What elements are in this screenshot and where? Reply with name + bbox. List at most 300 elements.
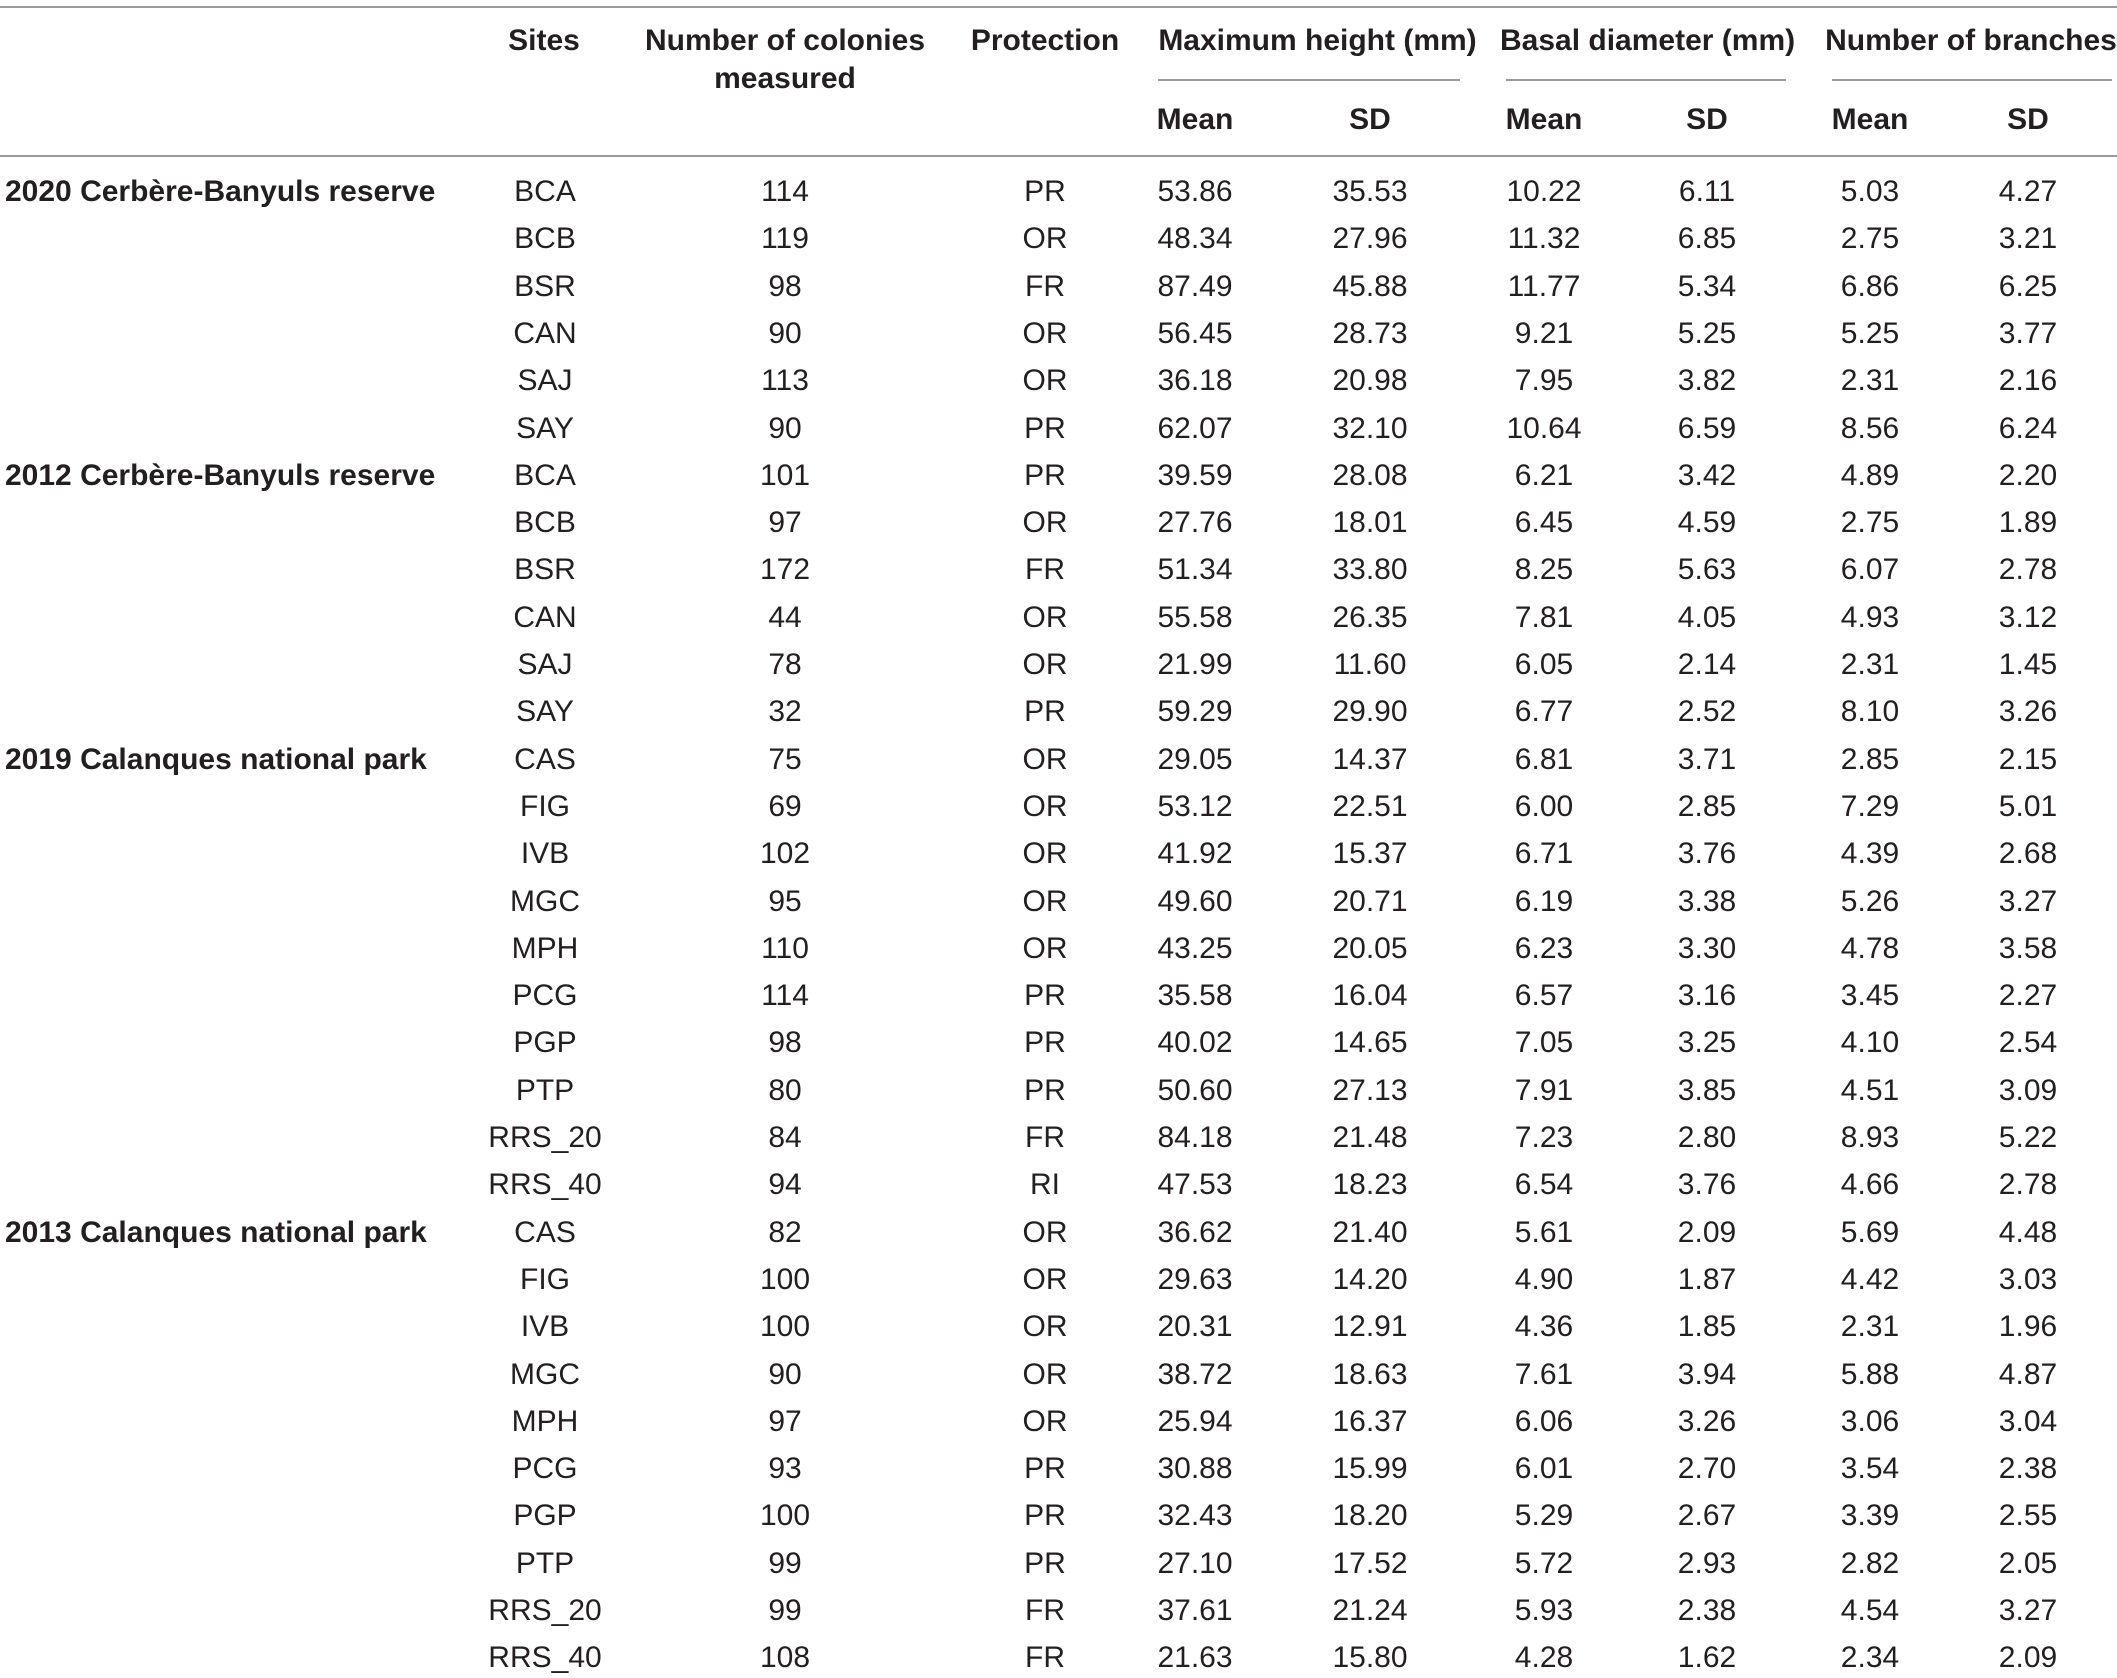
cell-site: SAY (516, 411, 574, 445)
cell-site: BCB (514, 222, 576, 256)
cell-branches-sd: 3.09 (1998, 1073, 2058, 1107)
header-basal-mean: Mean (1505, 103, 1583, 136)
cell-height-sd: 18.01 (1332, 506, 1408, 540)
cell-branches-sd: 6.25 (1998, 269, 2058, 303)
cell-height-mean: 53.12 (1157, 789, 1233, 823)
cell-height-sd: 21.24 (1332, 1594, 1408, 1627)
cell-colonies: 44 (768, 600, 802, 634)
cell-branches-sd: 3.26 (1998, 695, 2058, 729)
cell-basal-sd: 1.62 (1677, 1641, 1737, 1675)
cell-height-mean: 51.34 (1157, 553, 1233, 587)
cell-basal-sd: 3.94 (1677, 1357, 1737, 1391)
cell-basal-mean: 7.05 (1514, 1026, 1574, 1060)
cell-protection: OR (1022, 1262, 1068, 1296)
header-bottom-rule (0, 155, 2117, 157)
cell-height-mean: 84.18 (1157, 1121, 1233, 1154)
cell-colonies: 80 (768, 1073, 802, 1107)
cell-site: RRS_40 (488, 1168, 602, 1202)
cell-height-mean: 53.86 (1157, 175, 1233, 208)
cell-colonies: 110 (761, 931, 809, 965)
cell-branches-mean: 4.66 (1840, 1168, 1900, 1202)
cell-protection: FR (1025, 1594, 1065, 1627)
cell-basal-sd: 3.38 (1677, 884, 1737, 918)
branches-underline (1832, 79, 2112, 81)
cell-site: CAN (513, 600, 577, 634)
cell-branches-sd: 1.89 (1998, 506, 2058, 540)
cell-branches-sd: 2.54 (1998, 1026, 2058, 1060)
cell-branches-mean: 7.29 (1840, 789, 1900, 823)
cell-colonies: 93 (768, 1452, 802, 1486)
cell-basal-mean: 10.64 (1506, 411, 1582, 445)
cell-basal-sd: 6.85 (1677, 222, 1737, 256)
cell-height-mean: 43.25 (1157, 931, 1233, 965)
cell-basal-sd: 3.71 (1677, 742, 1737, 776)
cell-basal-sd: 2.85 (1677, 789, 1737, 823)
cell-branches-mean: 5.25 (1840, 316, 1900, 350)
cell-colonies: 113 (761, 364, 809, 398)
cell-basal-sd: 6.59 (1677, 411, 1737, 445)
cell-height-mean: 37.61 (1157, 1594, 1233, 1627)
cell-height-sd: 11.60 (1333, 648, 1407, 681)
cell-colonies: 114 (761, 979, 809, 1013)
cell-basal-mean: 9.21 (1514, 316, 1574, 350)
max-height-underline (1158, 79, 1460, 81)
cell-branches-sd: 5.01 (1998, 789, 2058, 823)
cell-branches-mean: 5.69 (1840, 1215, 1900, 1249)
cell-site: MPH (511, 931, 579, 965)
cell-basal-sd: 2.14 (1677, 648, 1737, 681)
cell-branches-mean: 2.82 (1840, 1546, 1900, 1580)
cell-branches-sd: 1.45 (1998, 648, 2058, 681)
cell-height-mean: 56.45 (1157, 316, 1233, 350)
cell-site: FIG (520, 789, 570, 823)
cell-basal-sd: 5.25 (1677, 316, 1737, 350)
cell-height-mean: 27.76 (1157, 506, 1233, 540)
cell-height-mean: 87.49 (1157, 269, 1233, 303)
cell-height-sd: 16.04 (1332, 979, 1408, 1013)
cell-height-mean: 39.59 (1157, 458, 1233, 492)
cell-branches-mean: 2.85 (1840, 742, 1900, 776)
cell-branches-mean: 4.78 (1840, 931, 1900, 965)
cell-basal-sd: 2.80 (1677, 1121, 1737, 1154)
cell-colonies: 98 (768, 1026, 802, 1060)
cell-height-sd: 26.35 (1332, 600, 1408, 634)
cell-basal-mean: 5.61 (1514, 1215, 1574, 1249)
cell-height-mean: 40.02 (1157, 1026, 1233, 1060)
cell-basal-sd: 3.76 (1677, 837, 1737, 871)
cell-protection: PR (1024, 1073, 1066, 1107)
cell-basal-mean: 7.81 (1514, 600, 1574, 634)
cell-branches-mean: 6.07 (1840, 553, 1900, 587)
cell-branches-mean: 4.54 (1840, 1594, 1900, 1627)
cell-height-sd: 21.40 (1332, 1215, 1408, 1249)
cell-basal-mean: 4.90 (1514, 1262, 1574, 1296)
cell-colonies: 69 (768, 789, 802, 823)
cell-height-sd: 22.51 (1332, 789, 1408, 823)
cell-basal-sd: 3.82 (1677, 364, 1737, 398)
cell-basal-mean: 5.93 (1514, 1594, 1574, 1627)
cell-branches-sd: 1.96 (1998, 1310, 2058, 1344)
cell-height-mean: 41.92 (1157, 837, 1233, 871)
cell-protection: OR (1022, 600, 1068, 634)
cell-colonies: 101 (759, 458, 811, 492)
cell-protection: FR (1025, 1121, 1065, 1154)
cell-branches-sd: 2.16 (1998, 364, 2058, 398)
cell-height-mean: 55.58 (1157, 600, 1233, 634)
cell-site: PCG (512, 1452, 578, 1486)
cell-basal-sd: 1.87 (1677, 1262, 1737, 1296)
cell-height-sd: 33.80 (1332, 553, 1408, 587)
cell-height-sd: 18.23 (1332, 1168, 1408, 1202)
cell-protection: OR (1022, 1215, 1068, 1249)
cell-branches-sd: 2.09 (1998, 1641, 2058, 1675)
cell-site: PTP (515, 1546, 575, 1580)
cell-height-mean: 47.53 (1157, 1168, 1233, 1202)
cell-site: BCA (514, 458, 576, 492)
cell-colonies: 90 (768, 411, 802, 445)
cell-branches-sd: 2.20 (1998, 458, 2058, 492)
cell-basal-mean: 6.00 (1514, 789, 1574, 823)
cell-colonies: 82 (768, 1215, 802, 1249)
cell-protection: OR (1022, 789, 1068, 823)
header-colonies: Number of colonies measured (644, 24, 926, 95)
cell-colonies: 97 (768, 1404, 802, 1438)
cell-height-mean: 48.34 (1157, 222, 1233, 256)
cell-protection: PR (1024, 411, 1066, 445)
cell-colonies: 99 (768, 1546, 802, 1580)
cell-height-mean: 50.60 (1157, 1073, 1233, 1107)
cell-branches-mean: 2.31 (1840, 648, 1900, 681)
group-label: 2012 Cerbère-Banyuls reserve (5, 458, 436, 492)
cell-basal-sd: 2.70 (1677, 1452, 1737, 1486)
cell-branches-mean: 8.56 (1840, 411, 1900, 445)
cell-site: MGC (510, 884, 580, 918)
header-branches: Number of branches (1825, 24, 2117, 57)
cell-height-mean: 21.99 (1157, 648, 1233, 681)
cell-height-mean: 36.18 (1157, 364, 1233, 398)
cell-colonies: 102 (759, 837, 811, 871)
cell-branches-mean: 2.34 (1840, 1641, 1900, 1675)
group-label: 2019 Calanques national park (5, 742, 427, 776)
cell-site: SAY (516, 695, 574, 729)
cell-protection: OR (1022, 364, 1068, 398)
cell-protection: FR (1025, 269, 1065, 303)
cell-height-mean: 35.58 (1157, 979, 1233, 1013)
cell-basal-mean: 6.77 (1514, 695, 1574, 729)
cell-site: PGP (513, 1499, 577, 1533)
cell-basal-mean: 4.28 (1514, 1641, 1574, 1675)
cell-site: SAJ (517, 648, 573, 681)
cell-basal-mean: 10.22 (1506, 175, 1582, 208)
cell-branches-mean: 4.39 (1840, 837, 1900, 871)
cell-basal-sd: 3.76 (1677, 1168, 1737, 1202)
cell-height-sd: 28.73 (1332, 316, 1408, 350)
cell-protection: OR (1022, 884, 1068, 918)
cell-branches-mean: 3.45 (1840, 979, 1900, 1013)
cell-basal-mean: 6.06 (1514, 1404, 1574, 1438)
header-basal-diameter: Basal diameter (mm) (1500, 24, 1796, 57)
cell-site: IVB (520, 1310, 570, 1344)
cell-basal-mean: 7.95 (1514, 364, 1574, 398)
cell-site: FIG (520, 1262, 570, 1296)
table-top-rule (0, 6, 2117, 8)
cell-site: BCB (514, 506, 576, 540)
cell-height-mean: 20.31 (1157, 1310, 1233, 1344)
cell-colonies: 100 (759, 1262, 811, 1296)
cell-branches-sd: 2.05 (1998, 1546, 2058, 1580)
cell-basal-mean: 6.05 (1514, 648, 1574, 681)
cell-protection: OR (1022, 316, 1068, 350)
cell-colonies: 100 (759, 1499, 811, 1533)
cell-colonies: 99 (768, 1594, 802, 1627)
cell-protection: OR (1022, 742, 1068, 776)
cell-height-sd: 29.90 (1332, 695, 1408, 729)
cell-branches-mean: 4.10 (1840, 1026, 1900, 1060)
cell-branches-mean: 4.89 (1840, 458, 1900, 492)
cell-protection: PR (1024, 175, 1066, 208)
header-protection: Protection (970, 24, 1120, 57)
cell-branches-mean: 4.93 (1840, 600, 1900, 634)
cell-height-sd: 35.53 (1332, 175, 1408, 208)
cell-protection: PR (1024, 979, 1066, 1013)
cell-site: BSR (514, 269, 576, 303)
cell-height-mean: 29.05 (1157, 742, 1233, 776)
cell-height-sd: 12.91 (1332, 1310, 1408, 1344)
cell-branches-sd: 3.04 (1998, 1404, 2058, 1438)
cell-colonies: 90 (768, 1357, 802, 1391)
cell-protection: PR (1024, 695, 1066, 729)
cell-basal-mean: 11.32 (1507, 222, 1581, 256)
cell-basal-sd: 3.42 (1677, 458, 1737, 492)
header-max-height-mean: Mean (1156, 103, 1234, 136)
cell-branches-sd: 4.48 (1998, 1215, 2058, 1249)
cell-branches-mean: 5.88 (1840, 1357, 1900, 1391)
cell-colonies: 78 (768, 648, 802, 681)
cell-basal-sd: 2.38 (1677, 1594, 1737, 1627)
cell-basal-mean: 7.23 (1514, 1121, 1574, 1154)
cell-basal-sd: 3.85 (1677, 1073, 1737, 1107)
cell-branches-mean: 4.42 (1840, 1262, 1900, 1296)
cell-basal-mean: 5.29 (1514, 1499, 1574, 1533)
cell-height-sd: 32.10 (1332, 411, 1408, 445)
cell-height-mean: 25.94 (1157, 1404, 1233, 1438)
header-sites: Sites (508, 24, 580, 57)
cell-basal-sd: 2.93 (1677, 1546, 1737, 1580)
cell-site: PTP (515, 1073, 575, 1107)
cell-branches-sd: 2.15 (1998, 742, 2058, 776)
cell-site: CAS (514, 1215, 576, 1249)
cell-basal-mean: 6.54 (1514, 1168, 1574, 1202)
cell-branches-sd: 2.68 (1998, 837, 2058, 871)
cell-basal-mean: 7.91 (1514, 1073, 1574, 1107)
cell-protection: PR (1024, 1026, 1066, 1060)
cell-protection: OR (1022, 1310, 1068, 1344)
cell-colonies: 97 (768, 506, 802, 540)
cell-site: RRS_40 (488, 1641, 602, 1675)
group-label: 2013 Calanques national park (5, 1215, 427, 1249)
cell-protection: OR (1022, 1357, 1068, 1391)
header-branches-mean: Mean (1831, 103, 1909, 136)
cell-branches-sd: 3.27 (1998, 1594, 2058, 1627)
cell-basal-sd: 3.30 (1677, 931, 1737, 965)
cell-basal-mean: 6.21 (1514, 458, 1574, 492)
cell-height-sd: 20.71 (1332, 884, 1408, 918)
basal-diameter-underline (1506, 79, 1786, 81)
cell-height-sd: 14.65 (1332, 1026, 1408, 1060)
cell-site: MGC (510, 1357, 580, 1391)
cell-height-mean: 36.62 (1157, 1215, 1233, 1249)
cell-basal-mean: 6.71 (1514, 837, 1574, 871)
cell-basal-sd: 5.63 (1677, 553, 1737, 587)
cell-branches-sd: 6.24 (1998, 411, 2058, 445)
cell-basal-mean: 5.72 (1514, 1546, 1574, 1580)
cell-branches-mean: 4.51 (1840, 1073, 1900, 1107)
cell-branches-sd: 2.55 (1998, 1499, 2058, 1533)
cell-protection: FR (1025, 553, 1065, 587)
cell-height-sd: 20.98 (1332, 364, 1408, 398)
cell-colonies: 114 (761, 175, 809, 208)
cell-height-sd: 18.20 (1332, 1499, 1408, 1533)
cell-basal-sd: 1.85 (1677, 1310, 1737, 1344)
cell-protection: OR (1022, 837, 1068, 871)
cell-branches-mean: 8.93 (1840, 1121, 1900, 1154)
header-basal-sd: SD (1686, 103, 1728, 136)
cell-branches-sd: 3.12 (1998, 600, 2058, 634)
cell-branches-mean: 2.75 (1840, 222, 1900, 256)
cell-colonies: 90 (768, 316, 802, 350)
cell-height-sd: 14.37 (1332, 742, 1408, 776)
cell-basal-sd: 2.09 (1677, 1215, 1737, 1249)
cell-site: PGP (513, 1026, 577, 1060)
cell-basal-mean: 6.23 (1514, 931, 1574, 965)
cell-basal-sd: 6.11 (1678, 175, 1736, 208)
cell-colonies: 95 (768, 884, 802, 918)
cell-branches-sd: 3.03 (1998, 1262, 2058, 1296)
cell-colonies: 100 (759, 1310, 811, 1344)
cell-height-sd: 20.05 (1332, 931, 1408, 965)
cell-site: MPH (511, 1404, 579, 1438)
cell-branches-sd: 5.22 (1998, 1121, 2058, 1154)
cell-colonies: 75 (768, 742, 802, 776)
cell-height-sd: 17.52 (1332, 1546, 1408, 1580)
cell-branches-sd: 2.78 (1998, 1168, 2058, 1202)
cell-site: RRS_20 (488, 1121, 602, 1154)
cell-branches-mean: 2.75 (1840, 506, 1900, 540)
cell-protection: RI (1030, 1168, 1060, 1202)
cell-basal-sd: 3.25 (1677, 1026, 1737, 1060)
cell-height-mean: 59.29 (1157, 695, 1233, 729)
cell-height-mean: 21.63 (1157, 1641, 1233, 1675)
cell-branches-sd: 3.21 (1998, 222, 2058, 256)
cell-branches-sd: 2.27 (1998, 979, 2058, 1013)
cell-branches-mean: 5.26 (1840, 884, 1900, 918)
cell-branches-sd: 2.78 (1998, 553, 2058, 587)
cell-basal-sd: 2.67 (1677, 1499, 1737, 1533)
cell-branches-mean: 2.31 (1840, 364, 1900, 398)
cell-height-mean: 38.72 (1157, 1357, 1233, 1391)
cell-branches-mean: 3.06 (1840, 1404, 1900, 1438)
cell-basal-mean: 6.57 (1514, 979, 1574, 1013)
cell-height-sd: 28.08 (1332, 458, 1408, 492)
cell-protection: OR (1022, 1404, 1068, 1438)
cell-protection: OR (1022, 931, 1068, 965)
cell-branches-mean: 3.54 (1840, 1452, 1900, 1486)
cell-branches-sd: 3.77 (1998, 316, 2058, 350)
cell-branches-sd: 3.27 (1998, 884, 2058, 918)
cell-protection: PR (1024, 458, 1066, 492)
cell-branches-mean: 2.31 (1840, 1310, 1900, 1344)
cell-height-mean: 29.63 (1157, 1262, 1233, 1296)
cell-site: CAS (514, 742, 576, 776)
cell-height-mean: 30.88 (1157, 1452, 1233, 1486)
cell-basal-sd: 2.52 (1677, 695, 1737, 729)
cell-basal-sd: 3.16 (1677, 979, 1737, 1013)
cell-protection: PR (1024, 1499, 1066, 1533)
cell-height-sd: 18.63 (1332, 1357, 1408, 1391)
cell-basal-sd: 4.05 (1677, 600, 1737, 634)
cell-height-sd: 16.37 (1332, 1404, 1408, 1438)
cell-branches-mean: 5.03 (1840, 175, 1900, 208)
cell-colonies: 94 (768, 1168, 802, 1202)
group-label: 2020 Cerbère-Banyuls reserve (5, 175, 436, 208)
cell-height-sd: 15.80 (1332, 1641, 1408, 1675)
cell-branches-sd: 3.58 (1998, 931, 2058, 965)
cell-site: CAN (513, 316, 577, 350)
cell-height-sd: 15.99 (1332, 1452, 1408, 1486)
cell-height-mean: 49.60 (1157, 884, 1233, 918)
cell-height-sd: 27.13 (1332, 1073, 1408, 1107)
cell-height-sd: 21.48 (1332, 1121, 1408, 1154)
header-branches-sd: SD (2007, 103, 2049, 136)
cell-height-sd: 45.88 (1332, 269, 1408, 303)
cell-protection: PR (1024, 1452, 1066, 1486)
cell-height-mean: 32.43 (1157, 1499, 1233, 1533)
cell-colonies: 32 (768, 695, 802, 729)
cell-colonies: 98 (768, 269, 802, 303)
cell-protection: OR (1022, 648, 1068, 681)
cell-colonies: 119 (761, 222, 809, 256)
cell-basal-mean: 7.61 (1514, 1357, 1574, 1391)
cell-site: BSR (514, 553, 576, 587)
cell-basal-mean: 6.01 (1514, 1452, 1574, 1486)
cell-basal-mean: 4.36 (1514, 1310, 1574, 1344)
cell-height-sd: 27.96 (1332, 222, 1408, 256)
cell-basal-mean: 6.19 (1514, 884, 1574, 918)
cell-protection: FR (1025, 1641, 1065, 1675)
cell-basal-mean: 11.77 (1507, 269, 1581, 303)
cell-site: IVB (520, 837, 570, 871)
cell-height-sd: 15.37 (1332, 837, 1408, 871)
header-max-height: Maximum height (mm) (1158, 24, 1477, 57)
cell-branches-mean: 8.10 (1840, 695, 1900, 729)
cell-branches-sd: 4.27 (1998, 175, 2058, 208)
cell-site: SAJ (517, 364, 573, 398)
cell-site: BCA (514, 175, 576, 208)
cell-protection: PR (1024, 1546, 1066, 1580)
cell-colonies: 84 (768, 1121, 802, 1154)
cell-basal-mean: 6.81 (1514, 742, 1574, 776)
cell-height-sd: 14.20 (1332, 1262, 1408, 1296)
cell-site: RRS_20 (488, 1594, 602, 1627)
cell-site: PCG (512, 979, 578, 1013)
cell-colonies: 172 (759, 553, 811, 587)
cell-protection: OR (1022, 222, 1068, 256)
cell-branches-sd: 4.87 (1998, 1357, 2058, 1391)
cell-branches-mean: 3.39 (1840, 1499, 1900, 1533)
cell-height-mean: 62.07 (1157, 411, 1233, 445)
cell-basal-mean: 6.45 (1514, 506, 1574, 540)
cell-basal-sd: 4.59 (1677, 506, 1737, 540)
